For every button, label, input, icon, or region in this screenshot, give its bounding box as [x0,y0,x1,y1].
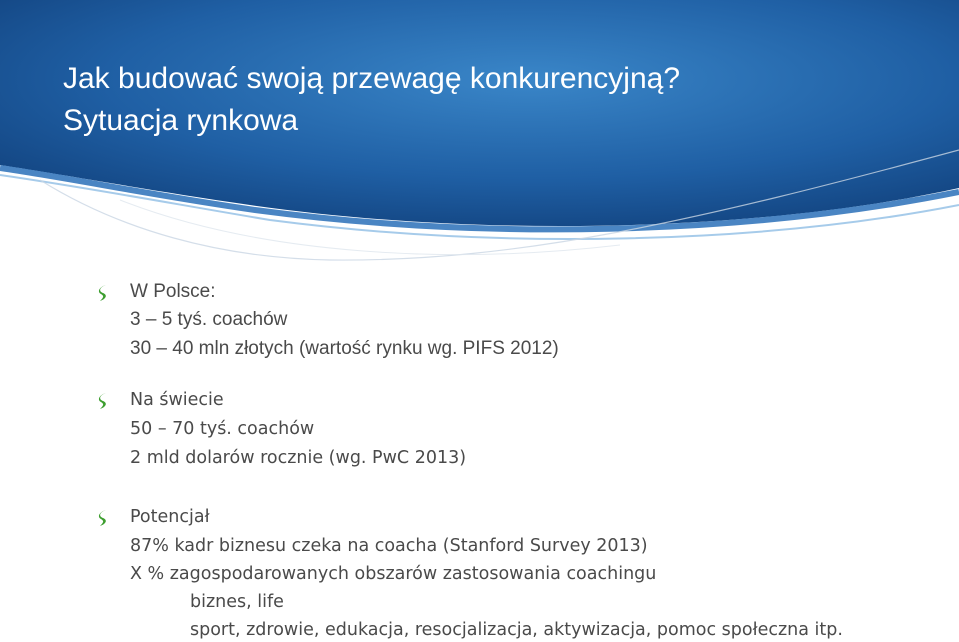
list-item: sport, zdrowie, edukacja, resocjalizacja, aktywizacja, pomoc społeczna itp. [190,620,843,640]
list-item: X % zagospodarowanych obszarów zastosowania coachingu [130,564,657,584]
list-item: 30 – 40 mln złotych (wartość rynku wg. PIFS 2012) [130,338,559,359]
section-heading: Potencjał [130,507,210,527]
list-item: 2 mld dolarów rocznie (wg. PwC 2013) [130,448,467,468]
section-heading: W Polsce: [130,281,216,302]
list-item: 87% kadr biznesu czeka na coacha (Stanford Survey 2013) [130,536,648,556]
list-item: 50 – 70 tyś. coachów [130,419,315,439]
leaf-s-bullet-icon [97,509,109,527]
list-item: 3 – 5 tyś. coachów [130,309,288,330]
section-heading: Na świecie [130,390,224,410]
leaf-s-bullet-icon [97,392,109,410]
leaf-s-bullet-icon [97,284,109,302]
slide-title-line1: Jak budować swoją przewagę konkurencyjną? [63,62,681,95]
list-item: biznes, life [190,592,284,612]
slide-title-line2: Sytuacja rynkowa [63,104,299,137]
slide-title [63,58,680,142]
